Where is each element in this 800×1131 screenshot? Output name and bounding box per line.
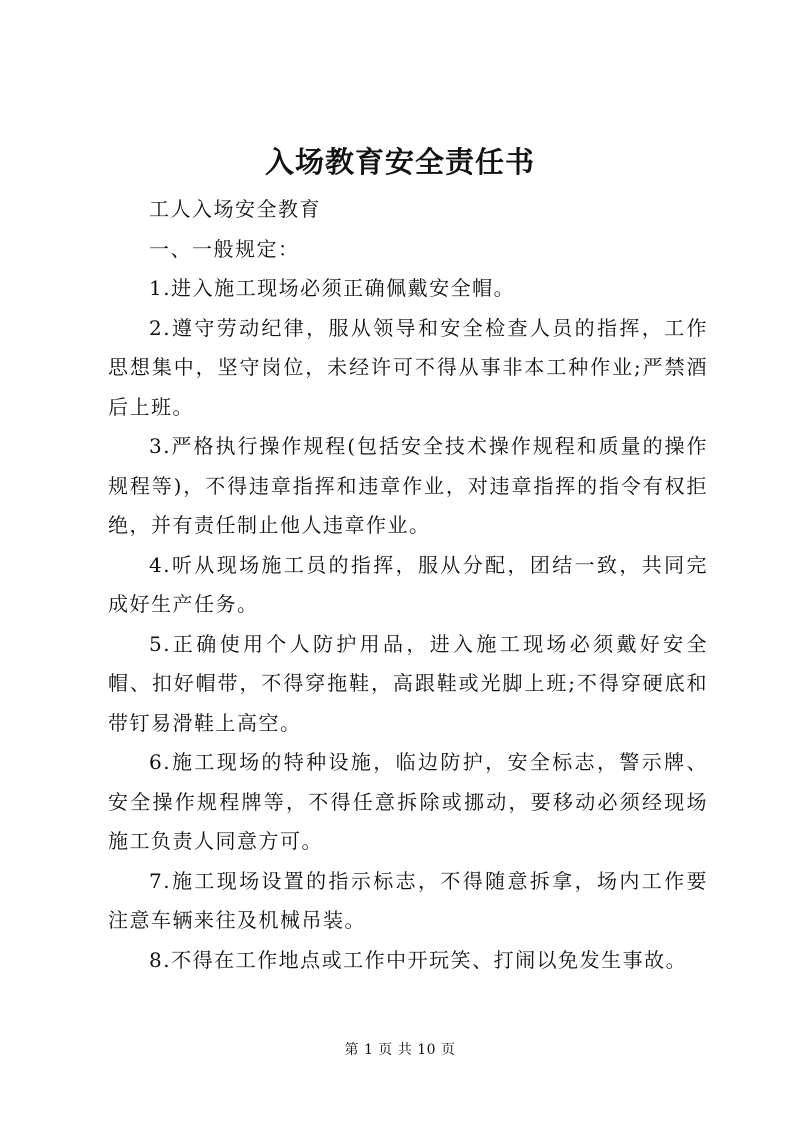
document-body: [108, 190, 708, 980]
rule-paragraph: 8.不得在工作地点或工作中开玩笑、打闹以免发生事故。: [149, 947, 688, 972]
rule-paragraph: 1.进入施工现场必须正确佩戴安全帽。: [149, 276, 516, 300]
rule-paragraph: 7.施工现场设置的指示标志，不得随意拆拿，场内工作要注意车辆来往及机械吊装。: [108, 868, 708, 932]
section-heading: 一、一般规定：: [149, 236, 300, 261]
page-number-footer: 第 1 页 共 10 页: [344, 1042, 456, 1058]
rule-paragraph: 3.严格执行操作规程(包括安全技术操作规程和质量的操作规程等)，不得违章指挥和违章作业，对违章指挥的指令有权拒绝，并有责任制止他人违章作业。: [108, 434, 708, 537]
document-title: 入场教育安全责任书: [264, 145, 535, 179]
subtitle: 工人入场安全教育: [149, 197, 321, 221]
rule-paragraph: 5.正确使用个人防护用品，进入施工现场必须戴好安全帽、扣好帽带，不得穿拖鞋，高跟鞋或光脚上班;不得穿硬底和带钉易滑鞋上高空。: [108, 631, 708, 735]
rule-paragraph: 6.施工现场的特种设施，临边防护，安全标志，警示牌、安全操作规程牌等，不得任意拆除或挪动，要移动必须经现场施工负责人同意方可。: [108, 750, 708, 853]
rule-paragraph: 2.遵守劳动纪律，服从领导和安全检查人员的指挥，工作思想集中，坚守岗位，未经许可不得从事非本工种作业;严禁酒后上班。: [108, 315, 708, 419]
rule-paragraph: 4.听从现场施工员的指挥，服从分配，团结一致，共同完成好生产任务。: [108, 552, 708, 616]
